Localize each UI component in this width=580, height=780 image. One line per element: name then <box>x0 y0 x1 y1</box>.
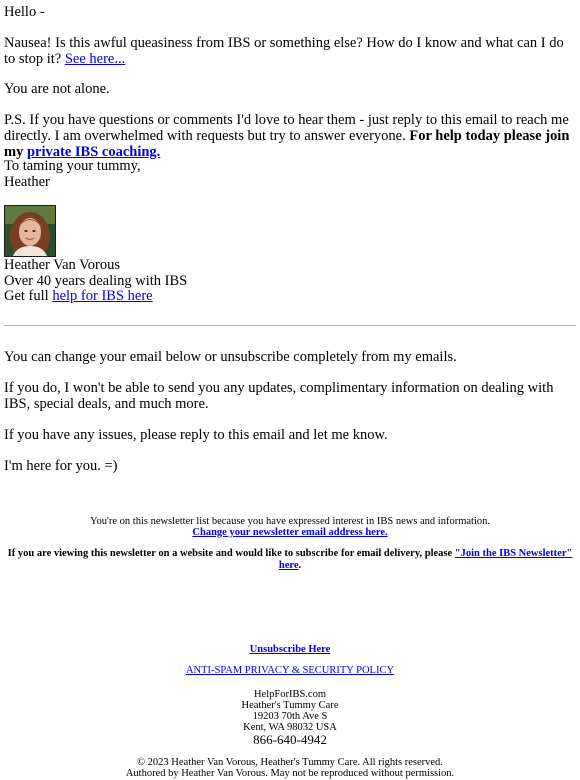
get-full-text: Get full <box>4 288 53 304</box>
footer-copyright: © 2023 Heather Van Vorous, Heather's Tummy Care. All rights reserved. <box>137 757 443 768</box>
signoff-name: Heather <box>4 174 50 190</box>
footer-site-name: HelpForIBS.com <box>253 689 327 700</box>
author-photo <box>4 205 56 257</box>
join-text: If you are viewing this newsletter on a website and would like to subscribe for email delivery, please <box>7 548 455 559</box>
footer-unsubscribe-line <box>0 644 580 656</box>
section-divider <box>4 325 576 326</box>
footer-city: Kent, WA 98032 USA <box>243 722 337 733</box>
here-for-you-paragraph: I'm here for you. =) <box>4 458 118 474</box>
nausea-text: Nausea! Is this awful queasiness from IBS or something else? How do I know and what can I do to stop it? <box>4 35 564 67</box>
footer-policy-line <box>0 665 580 677</box>
change-email-link[interactable]: Change your newsletter email address here. <box>192 527 388 538</box>
unsubscribe-link[interactable]: Unsubscribe Here <box>249 644 331 655</box>
ps-bold-lead: For help today please join my <box>4 128 570 160</box>
join-newsletter-link[interactable]: "Join the IBS Newsletter" here <box>278 548 573 571</box>
issues-paragraph: If you have any issues, please reply to this email and let me know. <box>4 427 388 443</box>
ps-paragraph <box>4 112 576 160</box>
closing-line: To taming your tummy, <box>4 158 141 174</box>
footer-authored: Authored by Heather Van Vorous. May not be reproduced without permission. <box>125 768 455 779</box>
privacy-policy-link[interactable]: ANTI-SPAM PRIVACY & SECURITY POLICY <box>185 665 395 676</box>
join-end: . <box>298 560 302 571</box>
private-coaching-link[interactable]: private IBS coaching. <box>26 144 161 160</box>
signature-help-line <box>4 288 153 304</box>
if-you-do-paragraph: If you do, I won't be able to send you any updates, complimentary information on dealing with IBS, special deals, and much more. <box>4 380 554 412</box>
signature-name: Heather Van Vorous <box>4 257 120 273</box>
help-for-ibs-link[interactable]: help for IBS here <box>52 288 153 304</box>
author-photo-image <box>5 206 55 256</box>
signature-tagline: Over 40 years dealing with IBS <box>4 273 188 289</box>
change-email-paragraph: You can change your email below or unsubscribe completely from my emails. <box>4 349 457 365</box>
footer-street: 19203 70th Ave S <box>252 711 328 722</box>
ps-text: P.S. If you have questions or comments I'd love to hear them - just reply to this email to reach me directly. I am overwhelmed with requests but try to answer everyone. <box>4 112 569 144</box>
not-alone-paragraph: You are not alone. <box>4 81 110 97</box>
footer-company: Heather's Tummy Care <box>241 700 339 711</box>
footer-list-reason: You're on this newsletter list because you have expressed interest in IBS news and information. <box>89 516 491 527</box>
footer-phone: 866-640-4942 <box>253 732 327 747</box>
footer-change-line <box>0 527 580 539</box>
greeting: Hello - <box>4 4 45 20</box>
nausea-paragraph <box>4 35 576 67</box>
see-here-link[interactable]: See here... <box>64 51 126 67</box>
footer-join-line <box>0 548 580 572</box>
